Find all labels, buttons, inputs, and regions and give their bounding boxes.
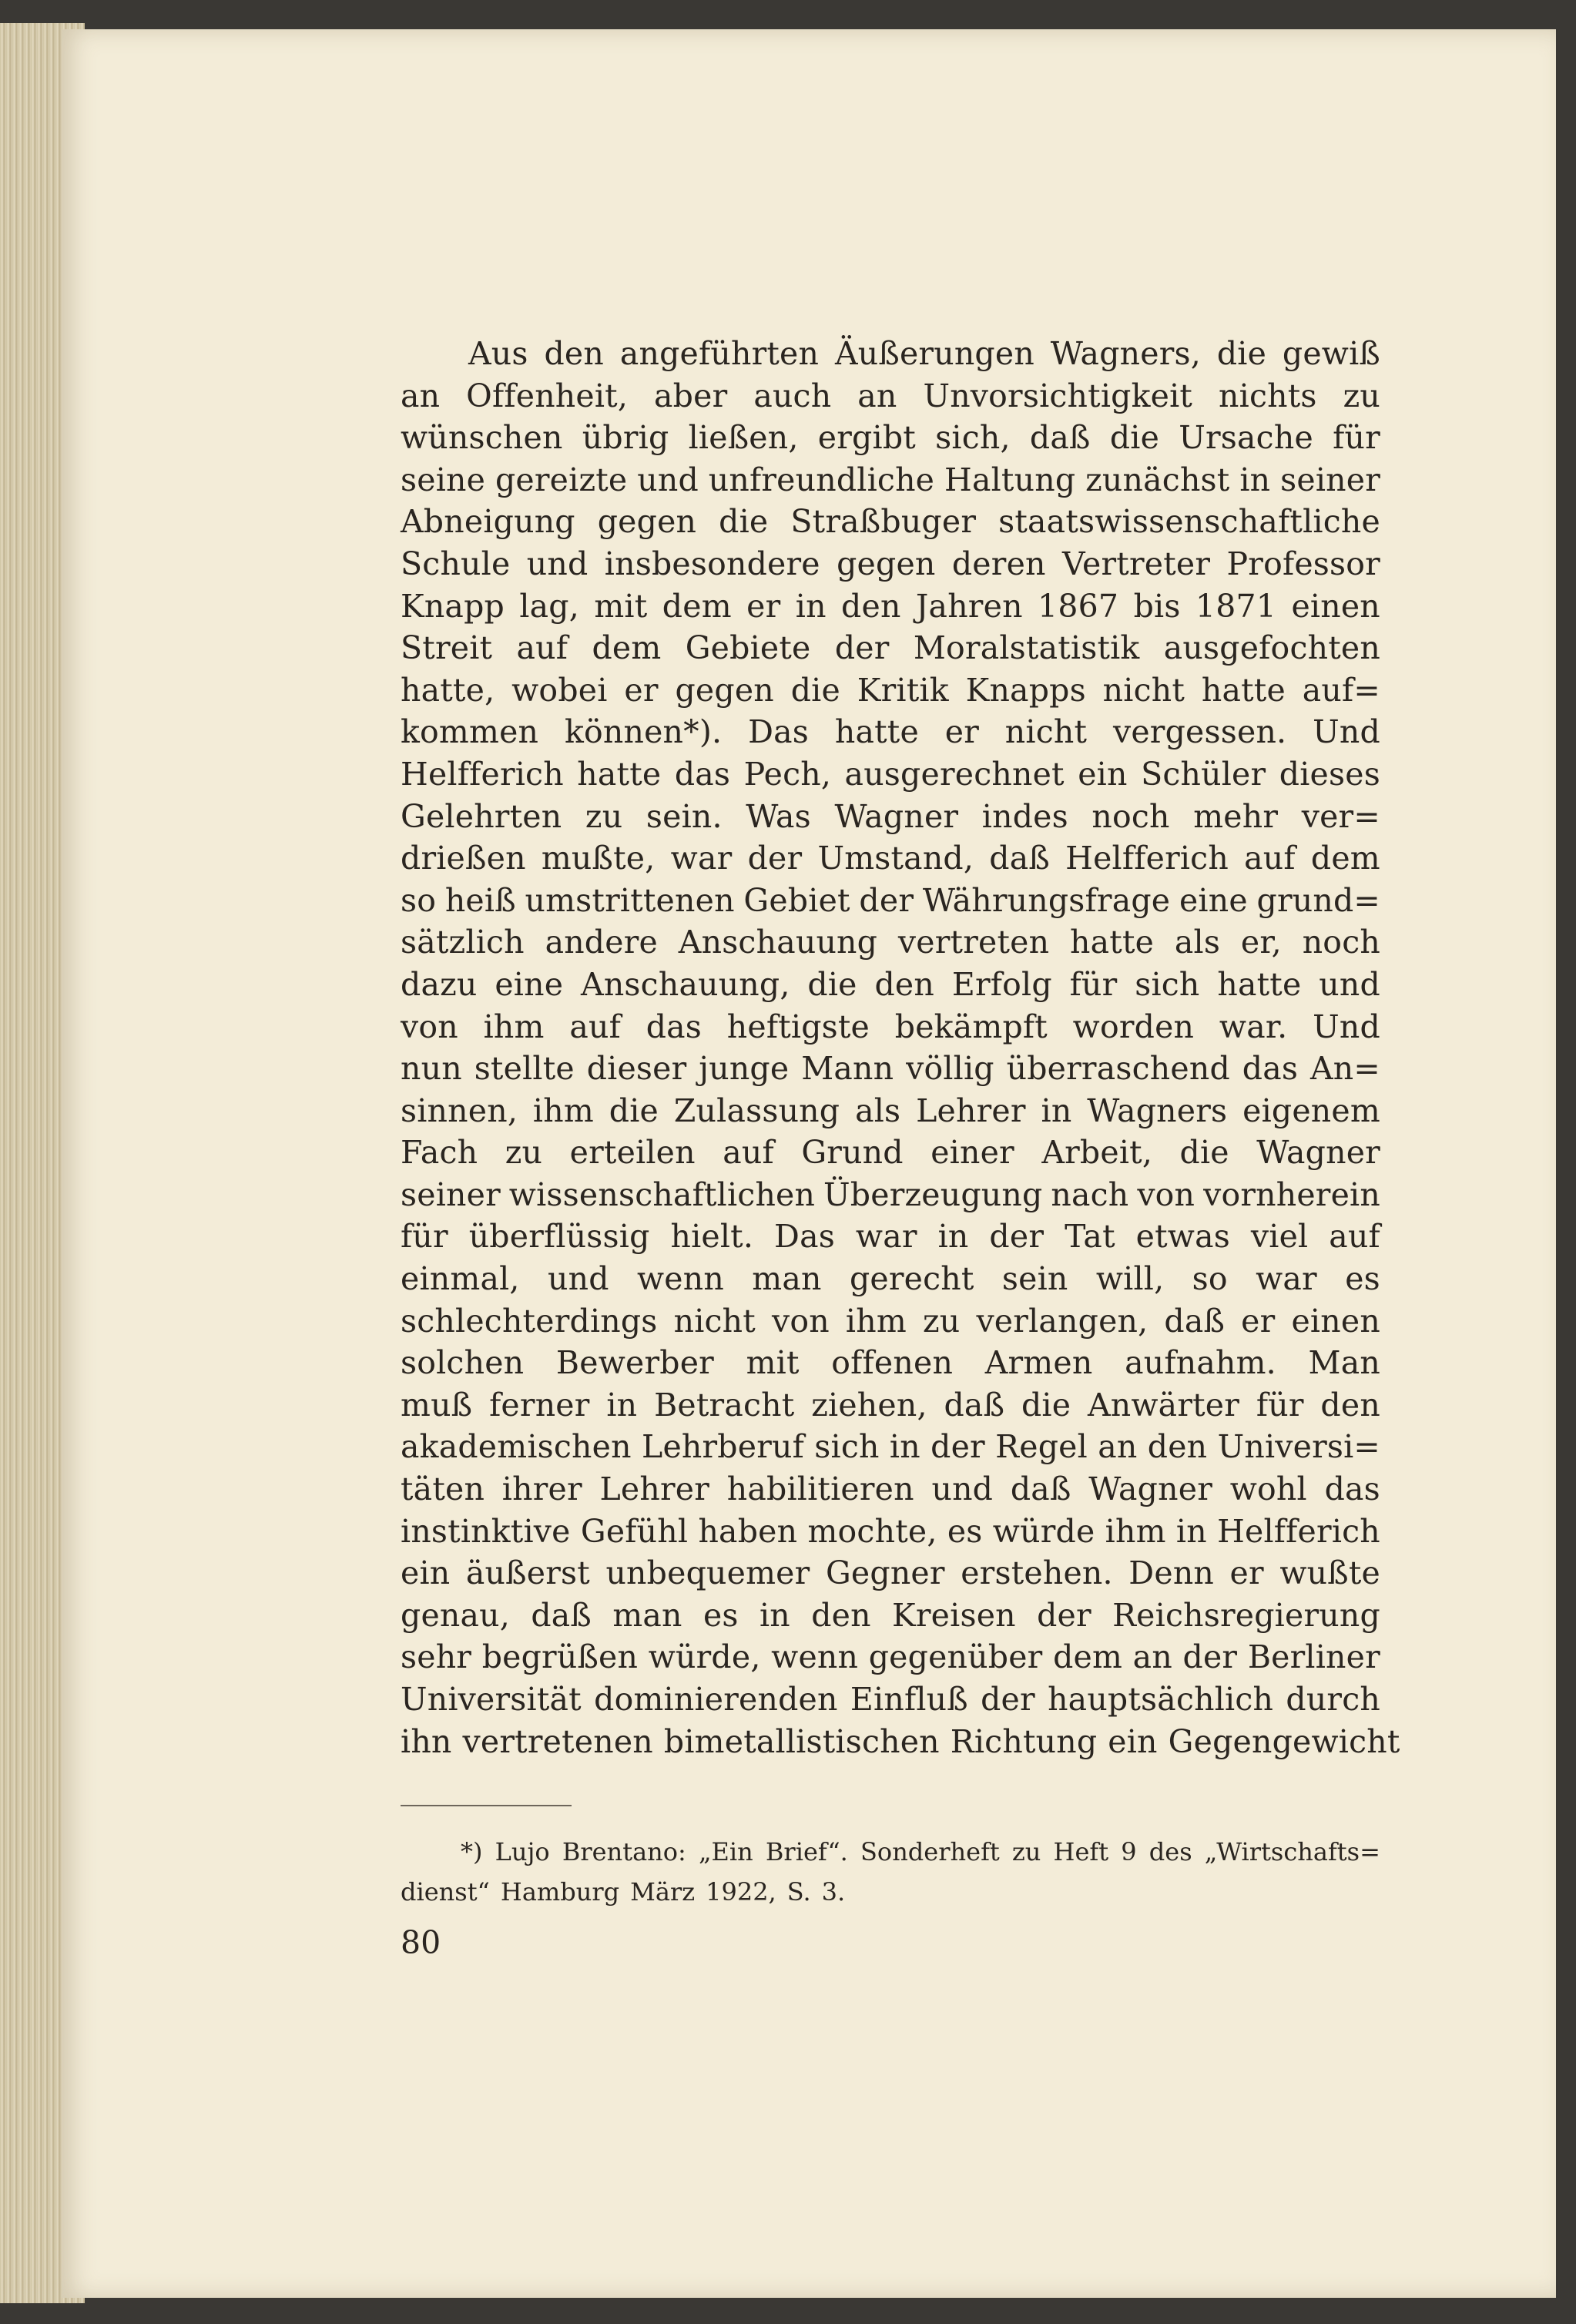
text-line: drießen mußte, war der Umstand, daß Helfferich auf dem [401, 840, 1380, 877]
text-line: sehr begrüßen würde, wenn gegenüber dem an der Berliner [401, 1638, 1380, 1676]
text-line: hatte, wobei er gegen die Kritik Knapps nicht hatte auf= [401, 671, 1380, 709]
text-line: sätzlich andere Anschauung vertreten hatte als er, noch [401, 924, 1380, 961]
text-line: genau, daß man es in den Kreisen der Reichsregierung [401, 1596, 1380, 1634]
text-line: Abneigung gegen die Straßbuger staatswissenschaftliche [401, 503, 1380, 541]
text-line: instinktive Gefühl haben mochte, es würde ihm in Helfferich [401, 1512, 1380, 1550]
text-line: so heiß umstrittenen Gebiet der Währungsfrage eine grund= [401, 881, 1380, 919]
text-line: einmal, und wenn man gerecht sein will, so war es [401, 1260, 1380, 1298]
text-line: akademischen Lehrberuf sich in der Regel an den Universi= [401, 1428, 1380, 1466]
text-line: muß ferner in Betracht ziehen, daß die Anwärter für den [401, 1386, 1380, 1424]
text-line: Schule und insbesondere gegen deren Vertreter Professor [401, 545, 1380, 582]
text-line: Universität dominierenden Einfluß der hauptsächlich durch [401, 1681, 1380, 1718]
text-line: dazu eine Anschauung, die den Erfolg für sich hatte und [401, 965, 1380, 1003]
body-text [401, 333, 1400, 1762]
text-line: von ihm auf das heftigste bekämpft worden war. Und [401, 1008, 1380, 1045]
text-line: seine gereizte und unfreundliche Haltung zunächst in seiner [401, 461, 1380, 498]
text-line: Knapp lag, mit dem er in den Jahren 1867 bis 1871 einen [401, 587, 1380, 625]
text-line: nun stellte dieser junge Mann völlig überraschend das An= [401, 1050, 1380, 1088]
text-line: ihn vertretenen bimetallistischen Richtung ein Gegengewicht [401, 1722, 1400, 1760]
text-line: sinnen, ihm die Zulassung als Lehrer in Wagners eigenem [401, 1092, 1380, 1129]
text-line: solchen Bewerber mit offenen Armen aufnahm. Man [401, 1344, 1380, 1382]
text-line: kommen können*). Das hatte er nicht vergessen. Und [401, 713, 1380, 751]
text-line: seiner wissenschaftlichen Überzeugung nach von vornherein [401, 1175, 1380, 1213]
text-line: an Offenheit, aber auch an Unvorsichtigkeit nichts zu [401, 377, 1380, 414]
text-line: Streit auf dem Gebiete der Moralstatistik ausgefochten [401, 629, 1380, 667]
footnote-line: *) Lujo Brentano: „Ein Brief“. Sonderheft zu Heft 9 des „Wirtschafts= [461, 1837, 1380, 1866]
text-line: Gelehrten zu sein. Was Wagner indes noch mehr ver= [401, 797, 1380, 835]
text-line: schlechterdings nicht von ihm zu verlangen, daß er einen [401, 1302, 1380, 1340]
text-line: ein äußerst unbequemer Gegner erstehen. Denn er wußte [401, 1554, 1380, 1592]
text-line: Helfferich hatte das Pech, ausgerechnet ein Schüler dieses [401, 755, 1380, 793]
text-line: Fach zu erteilen auf Grund einer Arbeit, die Wagner [401, 1134, 1380, 1172]
text-line: wünschen übrig ließen, ergibt sich, daß die Ursache für [401, 419, 1380, 457]
page-number: 80 [401, 1924, 441, 1961]
text-line: täten ihrer Lehrer habilitieren und daß Wagner wohl das [401, 1471, 1380, 1508]
footnote [401, 1832, 1380, 1912]
footnote-separator [401, 1805, 572, 1806]
text-line: Aus den angeführten Äußerungen Wagners, die gewiß [468, 335, 1380, 372]
footnote-line: dienst“ Hamburg März 1922, S. 3. [401, 1877, 846, 1906]
text-line: für überflüssig hielt. Das war in der Tat etwas viel auf [401, 1218, 1380, 1256]
